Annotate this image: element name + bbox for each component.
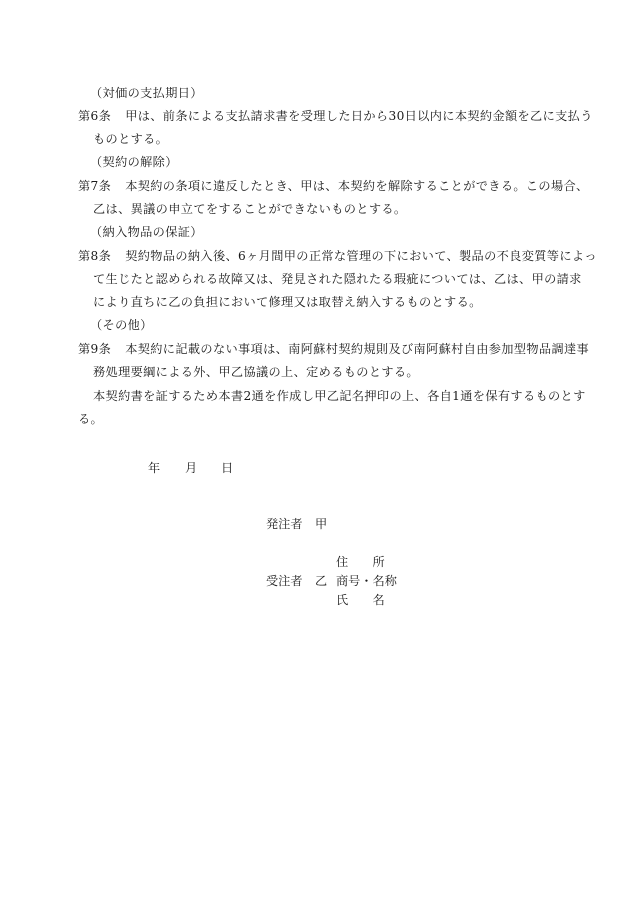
date-day: 日 [221,461,234,475]
section-heading: （対価の支払期日） [90,86,203,100]
article-number: 第6条 [78,109,112,123]
section-heading: （納入物品の保証） [90,225,203,239]
orderer-label: 発注者 [266,517,303,531]
article-text-continued: により直ちに乙の負担において修理又は取替え納入するものとする。 [93,295,482,309]
article-text-continued: て生じたと認められる故障又は、発見された隠れたる瑕疵については、乙は、甲の請求 [93,272,582,286]
article-text-continued: 務処理要綱による外、甲乙協議の上、定めるものとする。 [93,365,419,379]
closing-text: 本契約書を証するため本書2通を作成し甲乙記名押印の上、各自1通を保有するものとす [93,389,586,403]
article-text: 本契約の条項に違反したとき、甲は、本契約を解除することができる。この場合、 [125,179,589,193]
article-7 [78,178,589,194]
article-text: 契約物品の納入後、6ヶ月間甲の正常な管理の下において、製品の不良変質等によっ [125,249,597,263]
article-text: 甲は、前条による支払請求書を受理した日から30日以内に本契約金額を乙に支払う [125,109,593,123]
date-month: 月 [185,461,198,475]
orderer-party: 甲 [315,517,328,531]
article-number: 第8条 [78,249,112,263]
contractor-label: 受注者 [266,574,303,588]
section-heading: （契約の解除） [90,155,178,169]
date-year: 年 [148,461,161,475]
company-name-label: 商号・名称 [336,574,397,588]
article-8 [78,248,597,264]
section-heading: （その他） [90,318,153,332]
article-text: 本契約に記載のない事項は、南阿蘇村契約規則及び南阿蘇村自由参加型物品調達事 [125,342,590,356]
article-text-continued: ものとする。 [93,132,169,146]
name-label: 氏 名 [336,593,385,607]
article-text-continued: 乙は、異議の申立てをすることができないものとする。 [93,202,407,216]
article-9 [78,341,589,357]
address-label: 住 所 [336,555,385,569]
article-number: 第7条 [78,179,112,193]
article-6 [78,108,593,124]
closing-text-continued: る。 [78,412,104,426]
contractor-party: 乙 [315,574,328,588]
article-number: 第9条 [78,342,112,356]
